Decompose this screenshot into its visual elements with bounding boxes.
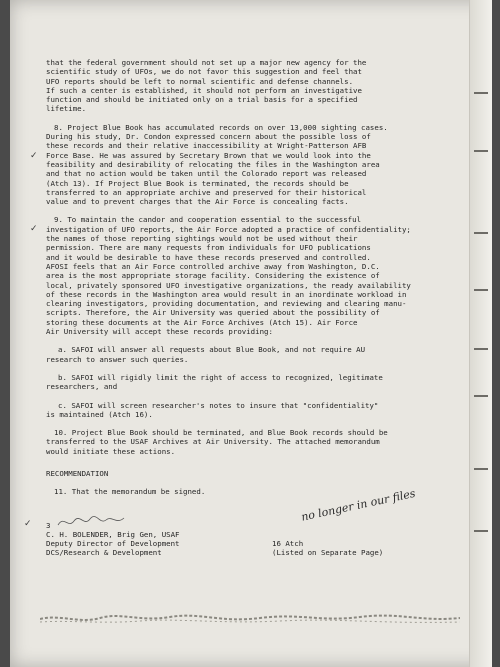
paragraph-intro (46, 58, 461, 114)
attachments-note (272, 539, 383, 558)
text-line: permission. There are many requests from individuals for UFO publications (46, 243, 371, 253)
text-line: feasibility and desirability of relocating the files in the Washington area (46, 159, 380, 169)
edge-mark (474, 289, 488, 291)
text-line: lifetime. (46, 104, 87, 114)
signature-block (46, 511, 461, 591)
text-line: value and to prevent charges that the Air Force is concealing facts. (46, 197, 349, 207)
paragraph-10 (46, 428, 461, 456)
edge-mark (474, 395, 488, 397)
edge-mark (474, 232, 488, 234)
text-line: UFO reports should be left to normal scientific and defense channels. (46, 76, 354, 86)
text-line: would initiate these actions. (46, 446, 176, 456)
text-line: investigation of UFO reports, the Air Force adopted a practice of confidentiality; (46, 224, 411, 234)
recommendation-heading: RECOMMENDATION (46, 468, 109, 478)
text-line: storing these documents at the Air Force Archives (Atch 15). Air Force (46, 317, 358, 327)
text-line: and it would be desirable to have these records preserved and controlled. (46, 252, 371, 262)
text-line: 9. To maintain the candor and cooperation essential to the successful (54, 215, 362, 225)
signatory-title: Deputy Director of Development (46, 539, 180, 549)
attachment-listing: (Listed on Separate Page) (272, 547, 384, 557)
text-line: transferred to the USAF Archives at Air University. The attached memorandum (46, 437, 380, 447)
text-line: that the federal government should not set up a major new agency for the (46, 58, 367, 67)
edge-mark (474, 92, 488, 94)
text-line: b. SAFOI will rigidly limit the right of access to recognized, legitimate (58, 372, 383, 382)
text-line: Air University will accept these records providing: (46, 327, 273, 337)
item-b (46, 373, 461, 392)
text-line: 10. Project Blue Book should be terminated, and Blue Book records should be (54, 428, 388, 438)
text-line: If such a center is established, it should not perform an investigative (46, 85, 362, 95)
paragraph-8 (46, 123, 461, 207)
edge-mark (474, 530, 488, 532)
item-c (46, 401, 461, 420)
text-line: and that no action would be taken until the Colorado report was released (46, 169, 367, 179)
text-line: scientific study of UFOs, we do not favor this suggestion and feel that (46, 67, 362, 77)
text-line: scripts. Therefore, the Air University was queried about the possibility of (46, 308, 380, 318)
scan-noise-strip-icon (40, 612, 460, 626)
check-mark-icon: ✓ (30, 151, 38, 161)
check-mark-icon: ✓ (30, 224, 38, 234)
text-line: Force Base. He was assured by Secretary Brown that we would look into the (46, 150, 371, 160)
edge-mark (474, 150, 488, 152)
signatory (46, 521, 180, 558)
text-line: During his study, Dr. Condon expressed concern about the possible loss of (46, 132, 371, 142)
paragraph-9 (46, 215, 461, 336)
page-mark: 3 (46, 520, 51, 530)
text-line: 8. Project Blue Book has accumulated records on over 13,000 sighting cases. (54, 122, 388, 132)
text-line: of these records in the Washington area would result in an inordinate workload in (46, 289, 407, 299)
text-line: is maintained (Atch 16). (46, 409, 153, 419)
edge-mark (474, 468, 488, 470)
text-line: area is the most appropriate storage facility. Considering the existence of (46, 271, 380, 281)
item-a (46, 345, 461, 364)
paragraph-11: 11. That the memorandum be signed. (54, 487, 206, 497)
signatory-name: C. H. BOLENDER, Brig Gen, USAF (46, 529, 180, 539)
signatory-office: DCS/Research & Development (46, 548, 162, 558)
document-page (10, 0, 492, 667)
check-mark-icon: ✓ (24, 519, 32, 529)
text-line: (Atch 13). If Project Blue Book is terminated, the records should be (46, 178, 349, 188)
text-line: function and should be initiated only on a trial basis for a specified (46, 95, 358, 105)
edge-mark (474, 348, 488, 350)
text-line: AFOSI feels that an Air Force controlled archive away from Washington, D.C. (46, 261, 380, 271)
text-line: a. SAFOI will answer all requests about Blue Book, and not require AU (58, 345, 366, 355)
text-line: research to answer such queries. (46, 354, 189, 364)
text-line: c. SAFOI will screen researcher's notes to insure that "confidentiality" (58, 400, 379, 410)
text-line: researchers, and (46, 382, 118, 392)
page-edge-strip (469, 0, 492, 667)
attachment-count: 16 Atch (272, 538, 304, 548)
handwritten-annotation: no longer in our files (300, 486, 417, 524)
text-line: local, privately sponsored UFO investigative organizations, the ready availability (46, 280, 411, 290)
text-line: clearing investigators, providing documentation, and reviewing and clearing manu- (46, 299, 407, 309)
text-line: transferred to an appropriate archive and preserved for their historical (46, 187, 367, 197)
text-line: the names of those reporting sightings would not be used without their (46, 234, 358, 244)
document-body (46, 58, 461, 591)
text-line: these records and their relative inaccessibility at Wright-Patterson AFB (46, 141, 367, 151)
